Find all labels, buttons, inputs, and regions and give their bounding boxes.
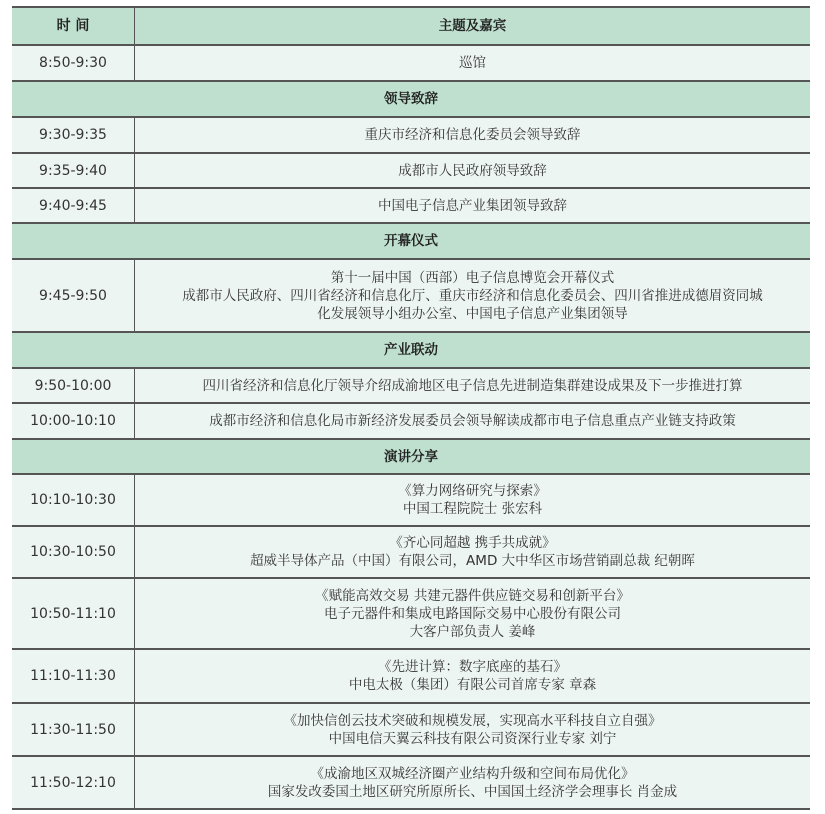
topic-line: 成都市经济和信息化局市新经济发展委员会领导解读成都市电子信息重点产业链支持政策 — [209, 413, 736, 429]
topic-line: 国家发改委国土地区研究所原所长、中国国土经济学会理事长 肖金成 — [267, 783, 678, 800]
topic-line: 中国电子信息产业集团领导致辞 — [378, 197, 567, 214]
topic-cell — [135, 117, 811, 153]
topic-line: 成都市人民政府、四川省经济和信息化厅、重庆市经济和信息化委员会、四川省推进成德眉资同城 — [182, 287, 763, 304]
schedule-table — [12, 6, 810, 810]
schedule-row — [12, 474, 810, 526]
time-cell: 10:00-10:10 — [12, 403, 135, 439]
topic-line: 中电太极（集团）有限公司首席专家 章森 — [348, 677, 597, 693]
section-row — [12, 439, 810, 474]
topic-line: 重庆市经济和信息化委员会领导致辞 — [364, 127, 581, 143]
time-cell: 9:40-9:45 — [12, 188, 135, 223]
time-cell: 9:45-9:50 — [12, 259, 135, 332]
time-cell: 10:30-10:50 — [12, 526, 135, 578]
topic-line: 化发展领导小组办公室、中国电子信息产业集团领导 — [317, 305, 628, 322]
time-cell: 11:30-11:50 — [12, 703, 135, 756]
time-cell: 9:30-9:35 — [12, 117, 135, 153]
topic-line: 超威半导体产品（中国）有限公司，AMD 大中华区市场营销副总裁 纪朝晖 — [250, 553, 695, 569]
topic-line: 《成渝地区双城经济圈产业结构升级和空间布局优化》 — [310, 765, 635, 782]
header-time: 时 间 — [12, 7, 135, 45]
time-cell: 8:50-9:30 — [12, 45, 135, 81]
schedule-row — [12, 368, 810, 403]
time-cell: 11:10-11:30 — [12, 649, 135, 703]
time-cell: 11:50-12:10 — [12, 756, 135, 809]
topic-line: 电子元器件和集成电路国际交易中心股份有限公司 — [324, 605, 621, 622]
time-cell: 9:50-10:00 — [12, 368, 135, 403]
schedule-row — [12, 153, 810, 188]
topic-line: 大客户部负责人 姜峰 — [409, 623, 536, 640]
schedule-row — [12, 703, 810, 756]
topic-cell — [135, 474, 811, 526]
topic-cell — [135, 368, 811, 403]
topic-line: 中国电信天翼云科技有限公司资深行业专家 刘宁 — [328, 730, 617, 747]
schedule-row — [12, 578, 810, 649]
schedule-row — [12, 649, 810, 703]
topic-line: 四川省经济和信息化厅领导介绍成渝地区电子信息先进制造集群建设成果及下一步推进打算 — [202, 377, 743, 394]
schedule-row — [12, 188, 810, 223]
topic-cell — [135, 703, 811, 756]
topic-line: 《赋能高效交易 共建元器件供应链交易和创新平台》 — [315, 587, 630, 604]
schedule-row — [12, 403, 810, 439]
topic-cell — [135, 403, 811, 439]
schedule-row — [12, 259, 810, 332]
section-row — [12, 81, 810, 117]
topic-cell — [135, 578, 811, 649]
topic-cell — [135, 756, 811, 809]
schedule-row — [12, 45, 810, 81]
time-cell: 10:50-11:10 — [12, 578, 135, 649]
topic-cell — [135, 45, 811, 81]
section-title: 演讲分享 — [12, 439, 810, 474]
section-title: 领导致辞 — [12, 81, 810, 117]
topic-cell — [135, 526, 811, 578]
section-title: 开幕仪式 — [12, 223, 810, 259]
topic-cell — [135, 259, 811, 332]
schedule-row — [12, 117, 810, 153]
time-cell: 9:35-9:40 — [12, 153, 135, 188]
schedule-row — [12, 756, 810, 809]
topic-line: 《加快信创云技术突破和规模发展，实现高水平科技自立自强》 — [283, 712, 662, 729]
topic-line: 第十一届中国（西部）电子信息博览会开幕仪式 — [330, 269, 615, 286]
topic-line: 《算力网络研究与探索》 — [398, 483, 547, 499]
topic-cell — [135, 649, 811, 703]
schedule-row — [12, 526, 810, 578]
topic-line: 《齐心同超越 携手共成就》 — [389, 535, 556, 551]
topic-line: 成都市人民政府领导致辞 — [398, 162, 547, 179]
section-title: 产业联动 — [12, 332, 810, 368]
topic-cell — [135, 188, 811, 223]
section-row — [12, 332, 810, 368]
header-topic: 主题及嘉宾 — [135, 7, 811, 45]
time-cell: 10:10-10:30 — [12, 474, 135, 526]
section-row — [12, 223, 810, 259]
table-header — [12, 7, 810, 45]
topic-cell — [135, 153, 811, 188]
topic-line: 中国工程院院士 张宏科 — [402, 501, 543, 517]
topic-line: 巡馆 — [459, 55, 486, 71]
topic-line: 《先进计算：数字底座的基石》 — [378, 659, 567, 675]
